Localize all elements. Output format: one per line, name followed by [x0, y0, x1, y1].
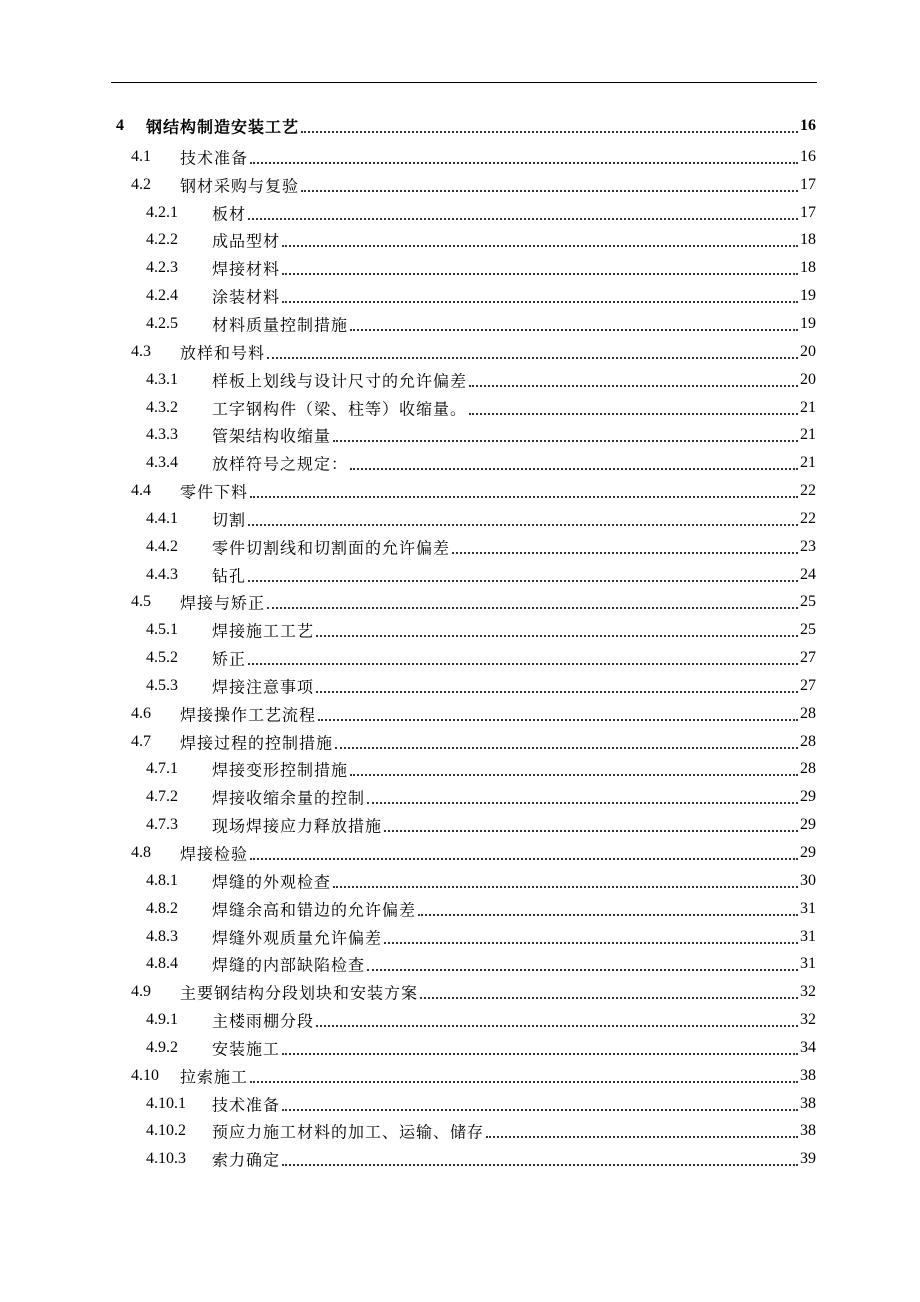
toc-entry-number: 4.3.3 [146, 426, 178, 444]
toc-dot-leader [282, 301, 798, 303]
toc-entry[interactable] [0, 199, 920, 227]
toc-entry-number: 4 [116, 116, 124, 134]
toc-entry-title: 现场焊接应力释放措施 [212, 816, 383, 836]
toc-entry[interactable] [0, 282, 920, 310]
toc-entry-title: 涂装材料 [212, 287, 281, 307]
toc-dot-leader [452, 552, 798, 554]
toc-dot-leader [250, 858, 798, 860]
toc-dot-leader [384, 830, 798, 832]
toc-dot-leader [250, 1081, 798, 1083]
toc-entry-number: 4.2.1 [146, 203, 178, 221]
toc-entry-number: 4.2.4 [146, 287, 178, 305]
toc-entry-number: 4.5.2 [146, 649, 178, 667]
toc-entry-page: 16 [800, 116, 816, 134]
toc-entry[interactable] [0, 143, 920, 171]
toc-entry-page: 21 [800, 426, 816, 444]
toc-entry-title: 矫正 [212, 649, 247, 669]
toc-entry-page: 17 [800, 203, 816, 221]
toc-entry[interactable] [0, 338, 920, 366]
toc-entry-page: 38 [800, 1094, 816, 1112]
toc-entry-number: 4.6 [131, 704, 151, 722]
toc-entry-number: 4.2 [131, 175, 151, 193]
toc-entry[interactable] [0, 310, 920, 338]
toc-entry[interactable] [0, 394, 920, 422]
toc-dot-leader [420, 997, 798, 999]
toc-entry-number: 4.9.2 [146, 1038, 178, 1056]
toc-entry-title: 安装施工 [212, 1039, 281, 1059]
toc-entry-number: 4.8 [131, 844, 151, 862]
toc-entry-page: 38 [800, 1122, 816, 1140]
toc-entry[interactable] [0, 227, 920, 255]
toc-entry[interactable] [0, 1090, 920, 1118]
toc-entry-page: 23 [800, 537, 816, 555]
toc-dot-leader [282, 1164, 798, 1166]
toc-entry[interactable] [0, 728, 920, 756]
toc-entry-page: 20 [800, 370, 816, 388]
toc-entry[interactable] [0, 672, 920, 700]
toc-entry-number: 4.8.2 [146, 899, 178, 917]
toc-entry[interactable] [0, 108, 920, 143]
toc-entry-title: 焊接收缩余量的控制 [212, 788, 366, 808]
toc-dot-leader [469, 385, 798, 387]
toc-entry-title: 板材 [212, 204, 247, 224]
toc-dot-leader [333, 440, 798, 442]
toc-entry-page: 27 [800, 676, 816, 694]
toc-dot-leader [316, 1025, 798, 1027]
toc-entry-page: 21 [800, 398, 816, 416]
toc-entry[interactable] [0, 895, 920, 923]
toc-entry-page: 29 [800, 816, 816, 834]
toc-entry-number: 4.7.3 [146, 816, 178, 834]
toc-entry-page: 34 [800, 1038, 816, 1056]
toc-dot-leader [248, 218, 798, 220]
toc-entry-title: 管架结构收缩量 [212, 426, 332, 446]
toc-entry-page: 29 [800, 844, 816, 862]
toc-entry[interactable] [0, 644, 920, 672]
toc-entry-page: 24 [800, 565, 816, 583]
toc-entry-number: 4.1 [131, 147, 151, 165]
toc-entry-title: 焊接注意事项 [212, 677, 315, 697]
toc-entry-title: 成品型材 [212, 231, 281, 251]
toc-entry-number: 4.7.1 [146, 760, 178, 778]
toc-entry-page: 39 [800, 1150, 816, 1168]
toc-entry-number: 4.4.2 [146, 537, 178, 555]
toc-dot-leader [486, 1136, 798, 1138]
toc-entry[interactable] [0, 700, 920, 728]
toc-entry-title: 焊缝外观质量允许偏差 [212, 928, 383, 948]
toc-entry[interactable] [0, 561, 920, 589]
toc-entry[interactable] [0, 421, 920, 449]
toc-entry-number: 4.9.1 [146, 1011, 178, 1029]
toc-dot-leader [282, 1053, 798, 1055]
toc-dot-leader [282, 1109, 798, 1111]
toc-entry-title: 主楼雨棚分段 [212, 1011, 315, 1031]
toc-dot-leader [318, 719, 798, 721]
toc-entry-page: 31 [800, 955, 816, 973]
toc-dot-leader [350, 774, 798, 776]
toc-entry-page: 38 [800, 1066, 816, 1084]
toc-entry-number: 4.3 [131, 342, 151, 360]
toc-dot-leader [267, 607, 798, 609]
toc-entry-page: 16 [800, 147, 816, 165]
toc-entry-page: 18 [800, 231, 816, 249]
toc-entry-title: 焊缝的内部缺陷检查 [212, 955, 366, 975]
toc-entry-title: 放样符号之规定： [212, 454, 349, 474]
toc-dot-leader [248, 580, 798, 582]
toc-entry-title: 焊接检验 [180, 844, 249, 864]
toc-entry[interactable] [0, 1006, 920, 1034]
toc-entry-page: 28 [800, 760, 816, 778]
toc-entry-page: 31 [800, 899, 816, 917]
toc-dot-leader [301, 131, 798, 133]
toc-entry[interactable] [0, 811, 920, 839]
toc-entry-page: 22 [800, 482, 816, 500]
toc-entry-title: 零件切割线和切割面的允许偏差 [212, 538, 451, 558]
toc-dot-leader [384, 942, 798, 944]
toc-entry-title: 工字钢构件（梁、柱等）收缩量。 [212, 399, 468, 419]
toc-entry-page: 22 [800, 509, 816, 527]
toc-dot-leader [282, 273, 798, 275]
toc-entry-page: 32 [800, 1011, 816, 1029]
toc-entry-page: 17 [800, 175, 816, 193]
table-of-contents [0, 108, 920, 1173]
toc-entry-number: 4.7 [131, 732, 151, 750]
toc-entry-title: 技术准备 [180, 148, 249, 168]
toc-entry[interactable] [0, 867, 920, 895]
toc-entry-title: 放样和号料 [180, 343, 266, 363]
toc-dot-leader [248, 524, 798, 526]
toc-entry-number: 4.3.1 [146, 370, 178, 388]
toc-dot-leader [250, 496, 798, 498]
toc-entry-title: 切割 [212, 510, 247, 530]
toc-entry-title: 材料质量控制措施 [212, 315, 349, 335]
toc-entry-title: 焊接与矫正 [180, 593, 266, 613]
toc-entry-page: 28 [800, 704, 816, 722]
toc-entry-number: 4.10.3 [146, 1150, 186, 1168]
toc-entry-page: 27 [800, 649, 816, 667]
toc-dot-leader [350, 468, 798, 470]
toc-entry-page: 19 [800, 314, 816, 332]
header-rule [111, 82, 817, 83]
toc-entry-title: 钢材采购与复验 [180, 176, 300, 196]
toc-entry-page: 19 [800, 287, 816, 305]
toc-dot-leader [248, 663, 798, 665]
toc-entry-page: 18 [800, 259, 816, 277]
toc-entry-title: 零件下料 [180, 482, 249, 502]
toc-entry[interactable] [0, 616, 920, 644]
toc-entry-number: 4.10.2 [146, 1122, 186, 1140]
toc-entry-number: 4.8.1 [146, 871, 178, 889]
toc-entry-number: 4.5.3 [146, 676, 178, 694]
toc-entry[interactable] [0, 839, 920, 867]
toc-entry-number: 4.4.3 [146, 565, 178, 583]
toc-dot-leader [418, 914, 798, 916]
toc-entry[interactable] [0, 171, 920, 199]
toc-entry-title: 焊接过程的控制措施 [180, 733, 334, 753]
toc-dot-leader [282, 245, 798, 247]
toc-entry-page: 25 [800, 593, 816, 611]
toc-dot-leader [469, 413, 798, 415]
toc-entry[interactable] [0, 950, 920, 978]
toc-dot-leader [367, 802, 798, 804]
toc-dot-leader [316, 691, 798, 693]
toc-entry-title: 技术准备 [212, 1095, 281, 1115]
toc-entry-title: 预应力施工材料的加工、运输、储存 [212, 1122, 485, 1142]
toc-entry[interactable] [0, 783, 920, 811]
toc-entry-page: 28 [800, 732, 816, 750]
toc-entry-title: 焊接操作工艺流程 [180, 705, 317, 725]
toc-entry-title: 焊缝的外观检查 [212, 872, 332, 892]
toc-dot-leader [367, 969, 798, 971]
toc-entry-number: 4.10.1 [146, 1094, 186, 1112]
toc-entry[interactable] [0, 1034, 920, 1062]
toc-entry-page: 32 [800, 983, 816, 1001]
toc-entry[interactable] [0, 1118, 920, 1146]
toc-entry-title: 主要钢结构分段划块和安装方案 [180, 983, 419, 1003]
toc-entry-title: 焊接材料 [212, 259, 281, 279]
toc-entry[interactable] [0, 477, 920, 505]
toc-entry-number: 4.4.1 [146, 509, 178, 527]
toc-entry-number: 4.8.4 [146, 955, 178, 973]
toc-entry-title: 焊接变形控制措施 [212, 760, 349, 780]
toc-dot-leader [335, 747, 798, 749]
toc-dot-leader [350, 329, 798, 331]
toc-entry[interactable] [0, 1062, 920, 1090]
toc-entry-page: 29 [800, 788, 816, 806]
toc-entry-title: 拉索施工 [180, 1067, 249, 1087]
toc-entry[interactable] [0, 449, 920, 477]
toc-entry[interactable] [0, 923, 920, 951]
toc-entry-title: 样板上划线与设计尺寸的允许偏差 [212, 371, 468, 391]
toc-entry-title: 索力确定 [212, 1150, 281, 1170]
toc-entry-page: 30 [800, 871, 816, 889]
toc-entry-page: 25 [800, 621, 816, 639]
toc-entry[interactable] [0, 589, 920, 617]
toc-entry[interactable] [0, 254, 920, 282]
toc-entry[interactable] [0, 978, 920, 1006]
toc-dot-leader [301, 190, 798, 192]
toc-entry-title: 钢结构制造安装工艺 [146, 117, 300, 136]
toc-dot-leader [250, 162, 798, 164]
toc-entry-number: 4.7.2 [146, 788, 178, 806]
toc-entry-number: 4.2.2 [146, 231, 178, 249]
toc-entry-number: 4.4 [131, 482, 151, 500]
toc-entry-page: 21 [800, 454, 816, 472]
toc-entry[interactable] [0, 756, 920, 784]
toc-entry-number: 4.5 [131, 593, 151, 611]
toc-dot-leader [316, 635, 798, 637]
toc-entry-number: 4.2.3 [146, 259, 178, 277]
toc-entry-page: 20 [800, 342, 816, 360]
toc-entry-number: 4.9 [131, 983, 151, 1001]
toc-entry-number: 4.8.3 [146, 927, 178, 945]
toc-entry-number: 4.3.4 [146, 454, 178, 472]
toc-entry-number: 4.10 [131, 1066, 159, 1084]
toc-dot-leader [267, 357, 798, 359]
toc-entry-title: 焊接施工工艺 [212, 621, 315, 641]
toc-entry[interactable] [0, 533, 920, 561]
toc-entry[interactable] [0, 1145, 920, 1173]
toc-entry-number: 4.2.5 [146, 314, 178, 332]
toc-entry[interactable] [0, 505, 920, 533]
toc-entry-title: 钻孔 [212, 566, 247, 586]
toc-entry-title: 焊缝余高和错边的允许偏差 [212, 900, 417, 920]
toc-entry-number: 4.5.1 [146, 621, 178, 639]
toc-entry-number: 4.3.2 [146, 398, 178, 416]
toc-entry[interactable] [0, 366, 920, 394]
toc-dot-leader [333, 886, 798, 888]
toc-entry-page: 31 [800, 927, 816, 945]
